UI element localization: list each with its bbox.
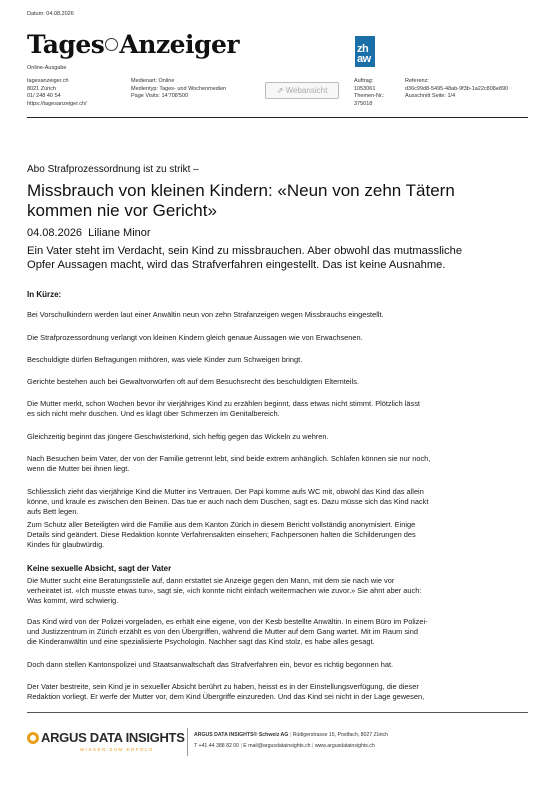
footer-website[interactable]: www.argusdatainsights.ch xyxy=(314,743,375,749)
paragraph xyxy=(27,576,421,606)
media-type-line: Page Visits: 14'708'500 xyxy=(131,93,189,99)
zhaw-logo xyxy=(355,36,375,67)
footer-address: ARGUS DATA INSIGHTS® Schweiz AG | Rüdigerstrasse 15, Postfach, 8027 Zürich xyxy=(194,732,389,738)
lead-line: Opfer Aussagen macht, wird das Strafverfahren eingestellt. Das ist keine Ausnahme. xyxy=(27,259,446,271)
topic-number: 375018 xyxy=(354,100,373,107)
paragraph-line: könne, und kraule es zwischen den Beinen. Das tue er auch nach dem Duschen, sagt es. Dazu müsse sich das Kind nackt xyxy=(27,497,429,506)
article-lead xyxy=(27,244,542,272)
topic-label: Themen-Nr.: xyxy=(354,93,385,99)
article-title-line: Missbrauch von kleinen Kindern: «Neun von zehn Tätern xyxy=(27,181,455,200)
address-line: 8021 Zürich xyxy=(27,85,57,92)
logo-emblem-icon xyxy=(105,38,118,51)
footer-phone: T +41 44 388 82 00 xyxy=(194,743,240,749)
publisher-address xyxy=(27,78,87,108)
section-subheading: Keine sexuelle Absicht, sagt der Vater xyxy=(27,564,172,573)
paragraph-line: die Kinderanwältin und eine spezialisierte Psychologin. Nachher sagt das Kind stolz, es habe alles gesagt. xyxy=(27,637,375,646)
order-info xyxy=(354,78,385,108)
summary-heading: In Kürze: xyxy=(27,290,62,299)
footer-email[interactable]: E mail@argusdatainsights.ch xyxy=(243,743,311,749)
media-type-line: Medientyp: Tages- und Wochenmedien xyxy=(131,85,227,92)
article-title xyxy=(27,181,537,221)
paragraph-line: Gleichzeitig beginnt das jüngere Geschwisterkind, sich heftig gegen das Wickeln zu wehren. xyxy=(27,432,329,441)
paragraph-line: Doch dann stellen Kantonspolizei und Staatsanwaltschaft das Strafverfahren ein, bevor es richtig begonnen hat. xyxy=(27,660,394,669)
summary-item: Die Strafprozessordnung verlangt von kleinen Kindern gleich genaue Aussagen wie von Erwachsenen. xyxy=(27,333,363,342)
footer-contact: T +41 44 388 82 00 | E mail@argusdatainsights.ch | www.argusdatainsights.ch xyxy=(194,743,375,749)
publication-logo xyxy=(27,30,239,59)
article-kicker: Abo Strafprozessordnung ist zu strikt – xyxy=(27,164,199,175)
paragraph-line: aufs Bett legen. xyxy=(27,507,79,516)
reference-value: d36c99d8-5495-48ab-9f3b-1a22c808e890 xyxy=(405,85,509,92)
zhaw-logo-top: zh xyxy=(357,43,369,55)
article-title-line: kommen nie vor Gericht» xyxy=(27,201,217,220)
paragraph-line: Details sind geändert. Diese Redaktion konnte Verfahrensakten einsehen; Fachpersonen halten die Schilderungen des xyxy=(27,530,416,539)
paragraph xyxy=(27,682,424,702)
reference-label: Referenz: xyxy=(405,78,429,84)
argus-ring-icon xyxy=(27,732,39,744)
paragraph-line: Schliesslich zieht das vierjährige Kind die Mutter ins Vertrauen. Der Papi komme aufs WC mit, obwohl das Kind das allein xyxy=(27,487,424,496)
paragraph-line: es sich nicht mehr duschen. Und es klagt über Schmerzen im Genitalbereich. xyxy=(27,409,280,418)
paragraph-line: und Justizzentrum in Zürich erzählt es von den Übergriffen, während die Mutter auf dem Gang wartet. Mit im Raum sind xyxy=(27,627,418,636)
lead-line: Ein Vater steht im Verdacht, sein Kind zu missbrauchen. Aber obwohl das mutmassliche xyxy=(27,245,463,257)
paragraph xyxy=(27,454,430,474)
paragraph-line: Kindes für glaubwürdig. xyxy=(27,540,105,549)
address-line: 01/ 248 40 54 xyxy=(27,93,61,99)
paragraph xyxy=(27,487,428,517)
external-link-icon: ⇗ xyxy=(276,86,284,95)
footer-street: Rüdigerstrasse 15, Postfach, 8027 Zürich xyxy=(292,732,389,738)
paragraph-line: verheiratet ist. «Ich musste etwas tun», sagt sie, «ich konnte nicht einfach weitermachen wie zuvor.» Sie ahnt aber auch: xyxy=(27,586,422,595)
publication-logo-part2: Anzeiger xyxy=(119,30,240,59)
header-divider xyxy=(27,117,528,118)
article-dateline: 04.08.2026 Liliane Minor xyxy=(27,227,151,239)
order-label: Auftrag: xyxy=(354,78,374,84)
paragraph-line: Das Kind wird von der Polizei vorgeladen, es erhält eine eigene, von der Kesb bestellte Anwältin. In einem Büro im Polizei- xyxy=(27,617,428,626)
argus-logo xyxy=(27,730,185,745)
paragraph-line: Was kommt, wird schwierig. xyxy=(27,596,119,605)
paragraph-line: Redaktion vorliegt. Er werfe der Mutter vor, dem Kind Übergriffe einzureden. Und das Kind sei nicht in der Lage gewesen, xyxy=(27,692,425,701)
address-line: tagesanzeiger.ch xyxy=(27,78,69,84)
paragraph xyxy=(27,617,428,647)
paragraph-line: Der Vater bestreite, sein Kind je in sexueller Absicht berührt zu haben, heisst es in der Einstellungsverfügung, die dieser xyxy=(27,682,419,691)
argus-tagline: WISSEN ZUM ERFOLG xyxy=(80,747,155,752)
paragraph xyxy=(27,660,393,670)
argus-brand: ARGUS DATA INSIGHTS xyxy=(41,730,185,745)
summary-item: Gerichte bestehen auch bei Gewaltvorwürfen oft auf dem Besuchsrecht des beschuldigten Elternteils. xyxy=(27,377,359,386)
publication-logo-part1: Tages xyxy=(27,30,105,59)
footer-divider xyxy=(27,712,528,713)
summary-item: Bei Vorschulkindern werden laut einer Anwältin neun von zehn Strafanzeigen wegen Missbrauchs eingestellt. xyxy=(27,310,384,319)
reference-info xyxy=(405,78,508,101)
paragraph xyxy=(27,520,416,550)
paragraph xyxy=(27,432,329,442)
webansicht-label: Webansicht xyxy=(285,86,328,95)
paragraph-line: Die Mutter sucht eine Beratungsstelle auf, dann erstattet sie Anzeige gegen den Mann, mit dem sie nach wie vor xyxy=(27,576,395,585)
edition-label: Online-Ausgabe xyxy=(27,65,67,71)
paragraph xyxy=(27,399,420,419)
zhaw-logo-bottom: aw xyxy=(357,53,371,65)
summary-item: Beschuldigte dürfen Befragungen mithören, was viele Kinder zum Schweigen bringt. xyxy=(27,355,303,364)
footer-company: ARGUS DATA INSIGHTS® Schweiz AG xyxy=(194,732,289,738)
paragraph-line: Zum Schutz aller Beteiligten wird die Familie aus dem Kanton Zürich in diesem Bericht vollständig anonymisiert. Einige xyxy=(27,520,416,529)
address-line: https://tagesanzeiger.ch/ xyxy=(27,100,87,107)
order-number: 1053061 xyxy=(354,85,376,92)
media-type-line: Medienart: Online xyxy=(131,78,175,84)
media-info xyxy=(131,78,226,101)
document-date: Datum: 04.08.2026 xyxy=(27,11,74,17)
section-label: Ausschnitt Seite: 1/4 xyxy=(405,93,456,99)
footer-separator xyxy=(187,728,188,756)
webansicht-button[interactable] xyxy=(265,82,339,99)
paragraph-line: Nach Besuchen beim Vater, der von der Familie getrennt lebt, sind beide extrem anhänglich. Schlafen können sie nur noch, xyxy=(27,454,431,463)
paragraph-line: Die Mutter merkt, schon Wochen bevor ihr vierjähriges Kind zu erzählen beginnt, dass etwas nicht stimmt. Plötzlich lässt xyxy=(27,399,420,408)
paragraph-line: wenn die Mutter bei ihnen liegt. xyxy=(27,464,130,473)
